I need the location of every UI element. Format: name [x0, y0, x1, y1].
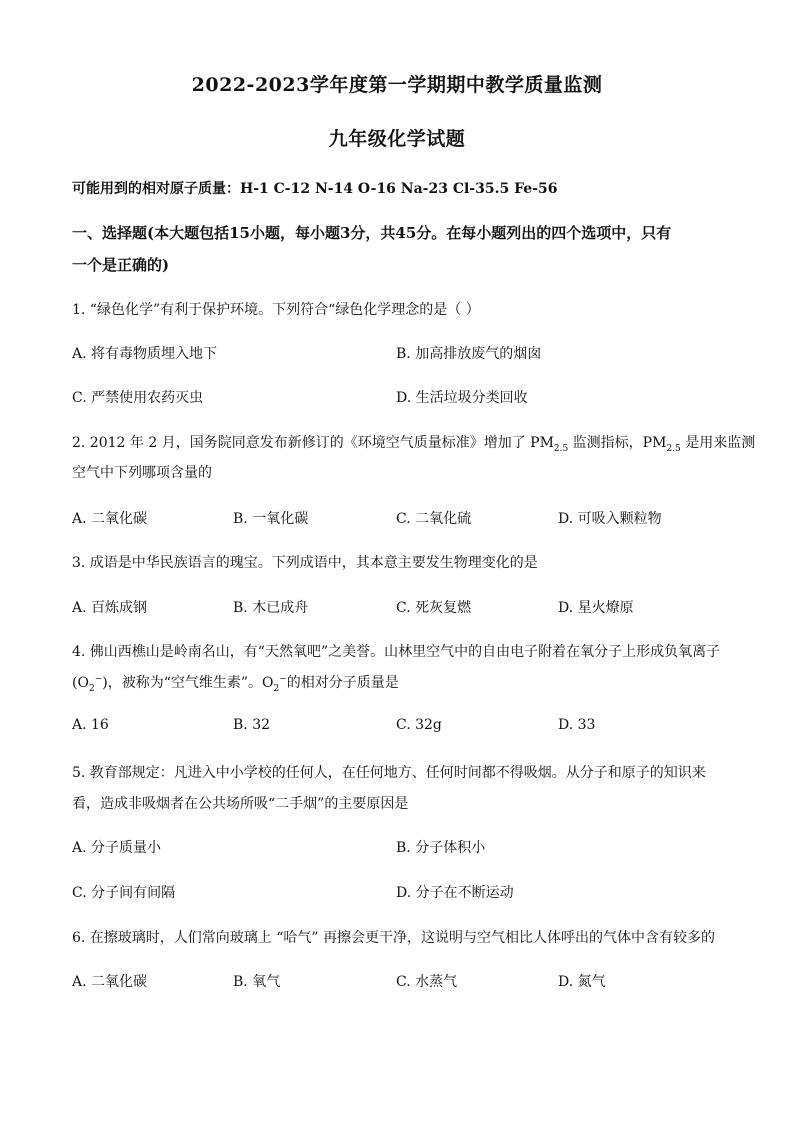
question-5-option-d: D. 分子在不断运动 — [396, 885, 514, 901]
atomic-masses-line: 可能用到的相对原子质量：H-1 C-12 N-14 O-16 Na-23 Cl-35.5 Fe-56 — [72, 181, 558, 197]
question-6-stem: 6. 在擦玻璃时，人们常向玻璃上 “哈气” 再擦会更干净，这说明与空气相比人体呼出的气体中含有较多的 — [72, 930, 716, 946]
question-1-option-a: A. 将有毒物质埋入地下 — [72, 346, 218, 362]
question-4-stem-line2 — [72, 672, 399, 694]
question-2-stem-text-2: 监测指标，PM — [568, 435, 667, 451]
question-4-option-c: C. 32g — [396, 717, 442, 733]
question-3-option-b: B. 木已成舟 — [233, 600, 309, 616]
question-4-option-d: D. 33 — [558, 717, 596, 733]
question-4-option-a: A. 16 — [72, 717, 109, 733]
question-3-stem: 3. 成语是中华民族语言的瑰宝。下列成语中，其本意主要发生物理变化的是 — [72, 555, 538, 571]
question-2-option-c: C. 二氧化硫 — [396, 511, 472, 527]
question-2-stem-text-3: 是用来监测 — [680, 435, 756, 451]
question-4-option-b: B. 32 — [233, 717, 271, 733]
section-heading-cont: 一个是正确的) — [72, 256, 170, 274]
question-1-option-d: D. 生活垃圾分类回收 — [396, 390, 528, 406]
question-4-stem-text-2: )，被称为“空气维生素”。O — [102, 675, 274, 691]
question-3-option-d: D. 星火燎原 — [558, 600, 634, 616]
oxygen-subscript-2: 2 — [273, 683, 280, 694]
question-6-option-b: B. 氧气 — [233, 974, 281, 990]
question-5-stem-line2: 看，造成非吸烟者在公共场所吸“二手烟”的主要原因是 — [72, 796, 409, 812]
oxygen-subscript: 2 — [88, 683, 95, 694]
page-subtitle: 九年级化学试题 — [328, 128, 466, 150]
question-4-stem-text: (O — [72, 675, 89, 691]
ion-charge: − — [94, 674, 103, 685]
question-2-stem-line2: 空气中下列哪项含量的 — [72, 465, 212, 481]
question-4-stem-text-3: 的相对分子质量是 — [286, 675, 399, 691]
question-2-option-b: B. 一氧化碳 — [233, 511, 309, 527]
question-1-option-c: C. 严禁使用农药灭虫 — [72, 390, 204, 406]
page-title: 2022-2023学年度第一学期期中教学质量监测 — [191, 74, 603, 96]
section-heading: 一、选择题(本大题包括15小题，每小题3分，共45分。在每小题列出的四个选项中，只有 — [72, 224, 672, 242]
question-3-option-c: C. 死灰复燃 — [396, 600, 472, 616]
question-2-stem-text: 2. 2012 年 2 月，国务院同意发布新修订的《环境空气质量标准》增加了 PM — [72, 435, 554, 451]
question-5-stem: 5. 教育部规定：凡进入中小学校的任何人，在任何地方、任何时间都不得吸烟。从分子和原子的知识来 — [72, 765, 706, 781]
question-4-stem: 4. 佛山西樵山是岭南名山，有“天然氧吧”之美誉。山林里空气中的自由电子附着在氧分子上形成负氧离子 — [72, 644, 721, 660]
ion-charge-2: − — [279, 674, 287, 685]
question-2-option-d: D. 可吸入颗粒物 — [558, 511, 662, 527]
pm-subscript-2: 2.5 — [666, 443, 681, 454]
question-6-option-a: A. 二氧化碳 — [72, 974, 148, 990]
pm-subscript: 2.5 — [553, 443, 569, 454]
question-1-stem: 1. “绿色化学”有利于保护环境。下列符合“绿色化学理念的是（ ） — [72, 302, 480, 318]
question-5-option-c: C. 分子间有间隔 — [72, 885, 176, 901]
question-5-option-b: B. 分子体积小 — [396, 840, 486, 856]
question-6-option-d: D. 氮气 — [558, 974, 606, 990]
question-6-option-c: C. 水蒸气 — [396, 974, 458, 990]
question-2-stem — [72, 432, 755, 454]
question-2-option-a: A. 二氧化碳 — [72, 511, 148, 527]
question-5-option-a: A. 分子质量小 — [72, 840, 162, 856]
question-3-option-a: A. 百炼成钢 — [72, 600, 148, 616]
question-1-option-b: B. 加高排放废气的烟囱 — [396, 346, 542, 362]
